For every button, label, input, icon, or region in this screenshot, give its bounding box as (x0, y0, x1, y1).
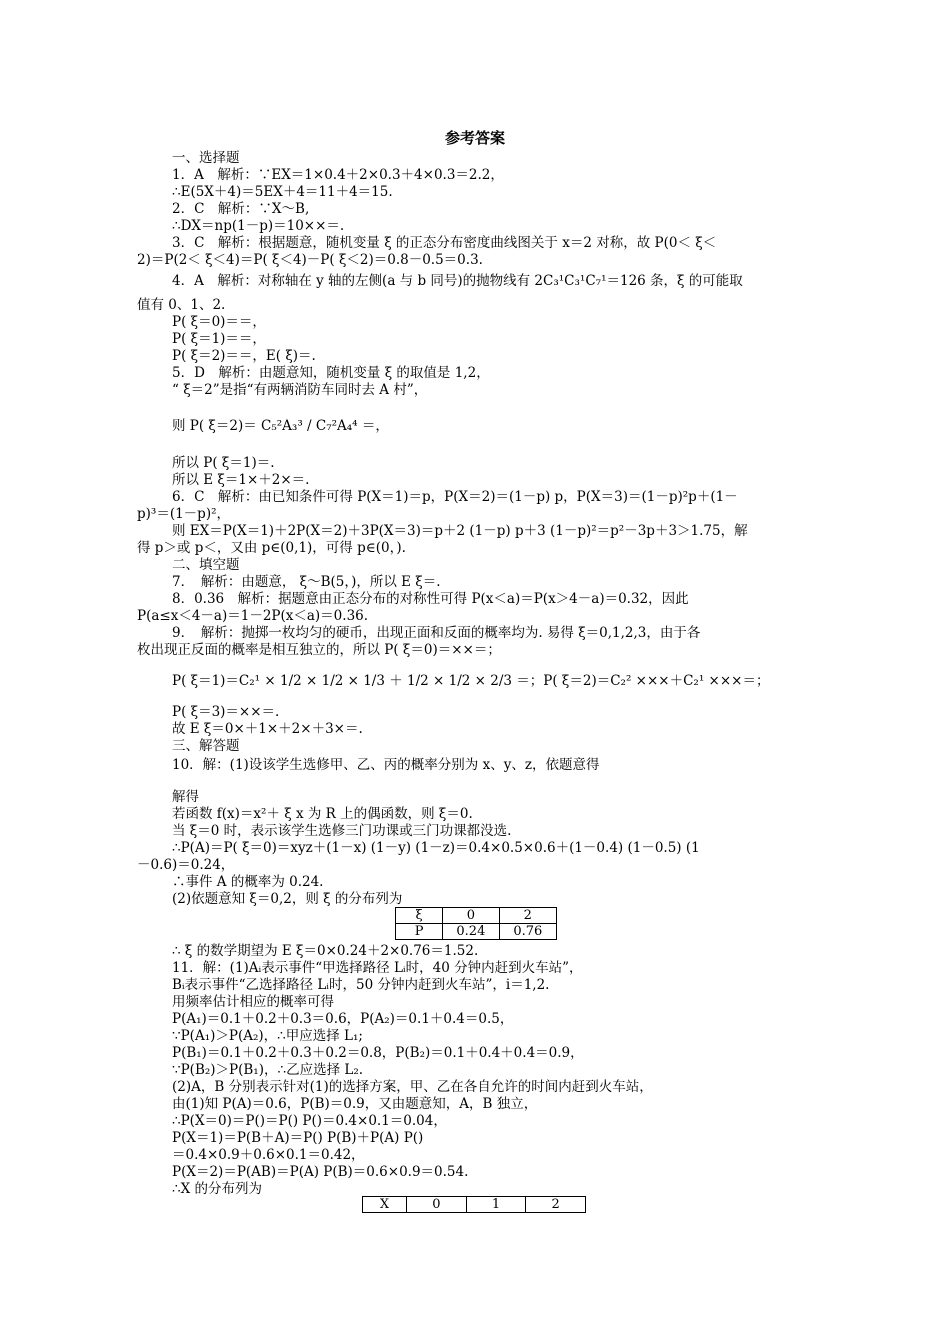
answer-line: P(a≤x＜4－a)＝1－2P(x＜a)＝0.36. (137, 608, 369, 624)
table-cell: ξ (396, 908, 443, 924)
answer-line: P( ξ＝1)＝C₂¹ × 1/2 × 1/2 × 1/3 ＋ 1/2 × 1/2 × 2/3 ＝；P( ξ＝2)＝C₂² ×××＋C₂¹ ×××＝； (172, 673, 770, 689)
section-heading: 一、选择题 (172, 150, 240, 166)
table-cell: P (396, 924, 443, 940)
answer-line: ∴ ξ 的数学期望为 E ξ＝0×0.24＋2×0.76＝1.52. (172, 943, 479, 959)
answer-line: 由(1)知 P(A)＝0.6，P(B)＝0.9，又由题意知，A，B 独立， (172, 1096, 538, 1112)
answer-line: P( ξ＝0)＝＝， (172, 314, 266, 330)
answer-line: 所以 E ξ＝1×＋2×＝. (172, 472, 310, 488)
answer-line: ∴事件 A 的概率为 0.24. (172, 874, 324, 890)
answer-line: p)³＝(1－p)²， (137, 506, 230, 522)
answer-line: P( ξ＝3)＝××＝. (172, 704, 280, 720)
answer-line: ∴E(5X＋4)＝5EX＋4＝11＋4＝15. (172, 184, 393, 200)
answer-line: ∵P(B₂)＞P(B₁)，∴乙应选择 L₂. (172, 1062, 364, 1078)
answer-line: 9． 解析：抛掷一枚均匀的硬币，出现正面和反面的概率均为. 易得 ξ＝0,1,2,3，由于各 (172, 625, 701, 641)
table-cell: 0.76 (499, 924, 556, 940)
x-distribution-table (362, 1196, 586, 1213)
answer-line: 10．解：(1)设该学生选修甲、乙、丙的概率分别为 x、y、z，依题意得 (172, 757, 600, 773)
answer-line: 得 p＞或 p＜，又由 p∈(0,1)，可得 p∈(0，). (137, 540, 406, 556)
answer-line: ＝0.4×0.9＋0.6×0.1＝0.42， (172, 1147, 365, 1163)
xi-distribution-table (395, 907, 557, 940)
answer-line: 故 E ξ＝0×＋1×＋2×＋3×＝. (172, 721, 363, 737)
table-cell: 1 (466, 1197, 526, 1213)
answer-line: P(X＝1)＝P(B＋A)＝P() P(B)＋P(A) P() (172, 1130, 424, 1146)
answer-line: 当 ξ＝0 时，表示该学生选修三门功课或三门功课都没选. (172, 823, 512, 839)
table-row (363, 1197, 586, 1213)
answer-line: 5．D 解析：由题意知，随机变量 ξ 的取值是 1,2， (172, 365, 490, 381)
answer-line: P(X＝2)＝P(AB)＝P(A) P(B)＝0.6×0.9＝0.54. (172, 1164, 469, 1180)
answer-line: P(B₁)＝0.1＋0.2＋0.3＋0.2＝0.8，P(B₂)＝0.1＋0.4＋0.4＝0.9， (172, 1045, 584, 1061)
table-cell: 0 (443, 908, 499, 924)
answer-line: 解得 (172, 789, 199, 805)
answer-line: 用频率估计相应的概率可得 (172, 994, 334, 1010)
answer-line: 则 P( ξ＝2)＝ C₅²A₃³ / C₇²A₄⁴ ＝， (172, 418, 389, 434)
table-cell: 0.24 (443, 924, 499, 940)
answer-line: 8．0.36 解析：据题意由正态分布的对称性可得 P(x＜a)＝P(x＞4－a)＝0.32，因此 (172, 591, 689, 607)
answer-line: ∴X 的分布列为 (172, 1181, 262, 1197)
answer-line: 枚出现正反面的概率是相互独立的，所以 P( ξ＝0)＝××＝； (137, 642, 501, 658)
answer-line: －0.6)＝0.24， (137, 857, 235, 873)
answer-line: 2．C 解析：∵X～B, (172, 201, 310, 217)
answer-line: 值有 0、1、2. (137, 297, 226, 313)
answer-line: 1．A 解析：∵EX＝1×0.4＋2×0.3＋4×0.3＝2.2， (172, 167, 504, 183)
table-row (396, 908, 557, 924)
answer-line: 6．C 解析：由已知条件可得 P(X＝1)＝p，P(X＝2)＝(1－p) p，P(X＝3)＝(1－p)²p＋(1－ (172, 489, 738, 505)
answer-line: ∴P(A)＝P( ξ＝0)＝xyz＋(1－x) (1－y) (1－z)＝0.4×0.5×0.6＋(1－0.4) (1－0.5) (1 (172, 840, 700, 856)
table-cell: 0 (407, 1197, 467, 1213)
answer-line: 3．C 解析：根据题意，随机变量 ξ 的正态分布密度曲线图关于 x＝2 对称，故 P(0＜ ξ＜ (172, 235, 717, 251)
answer-line: 所以 P( ξ＝1)＝. (172, 455, 275, 471)
answer-line: 则 EX＝P(X＝1)＋2P(X＝2)＋3P(X＝3)＝p＋2 (1－p) p＋3 (1－p)²＝p²－3p＋3＞1.75，解 (172, 523, 748, 539)
answer-line: ∵P(A₁)＞P(A₂)，∴甲应选择 L₁; (172, 1028, 363, 1044)
table-row (396, 924, 557, 940)
answer-line: (2)A，B 分别表示针对(1)的选择方案，甲、乙在各自允许的时间内赶到火车站， (172, 1079, 653, 1095)
page-title: 参考答案 (444, 129, 505, 147)
answer-line: (2)依题意知 ξ＝0,2，则 ξ 的分布列为 (172, 891, 403, 907)
answer-line: 2)＝P(2＜ ξ＜4)＝P( ξ＜4)－P( ξ＜2)＝0.8－0.5＝0.3. (137, 252, 483, 268)
answer-line: 若函数 f(x)＝x²＋ ξ x 为 R 上的偶函数，则 ξ＝0. (172, 806, 473, 822)
answer-line: P( ξ＝2)＝＝，E( ξ)＝. (172, 348, 316, 364)
answer-line: Bᵢ表示事件“乙选择路径 Lᵢ时，50 分钟内赶到火车站”，i＝1,2. (172, 977, 550, 993)
table-cell: 2 (499, 908, 556, 924)
answer-line: ∴P(X＝0)＝P()＝P() P()＝0.4×0.1＝0.04， (172, 1113, 447, 1129)
answer-line: 7． 解析：由题意， ξ～B(5，)，所以 E ξ＝. (172, 574, 441, 590)
answer-line: 11．解：(1)Aᵢ表示事件“甲选择路径 Lᵢ时，40 分钟内赶到火车站”， (172, 960, 583, 976)
answer-line: ∴DX＝np(1－p)＝10××＝. (172, 218, 345, 234)
section-heading: 三、解答题 (172, 738, 240, 754)
table-cell: X (363, 1197, 407, 1213)
answer-line: “ ξ＝2”是指“有两辆消防车同时去 A 村”， (172, 382, 428, 398)
table-cell: 2 (526, 1197, 586, 1213)
section-heading: 二、填空题 (172, 557, 240, 573)
answer-line: P(A₁)＝0.1＋0.2＋0.3＝0.6，P(A₂)＝0.1＋0.4＝0.5， (172, 1011, 514, 1027)
answer-line: P( ξ＝1)＝＝， (172, 331, 266, 347)
answer-line: 4．A 解析：对称轴在 y 轴的左侧(a 与 b 同号)的抛物线有 2C₃¹C₃¹C₇¹＝126 条，ξ 的可能取 (172, 273, 743, 289)
